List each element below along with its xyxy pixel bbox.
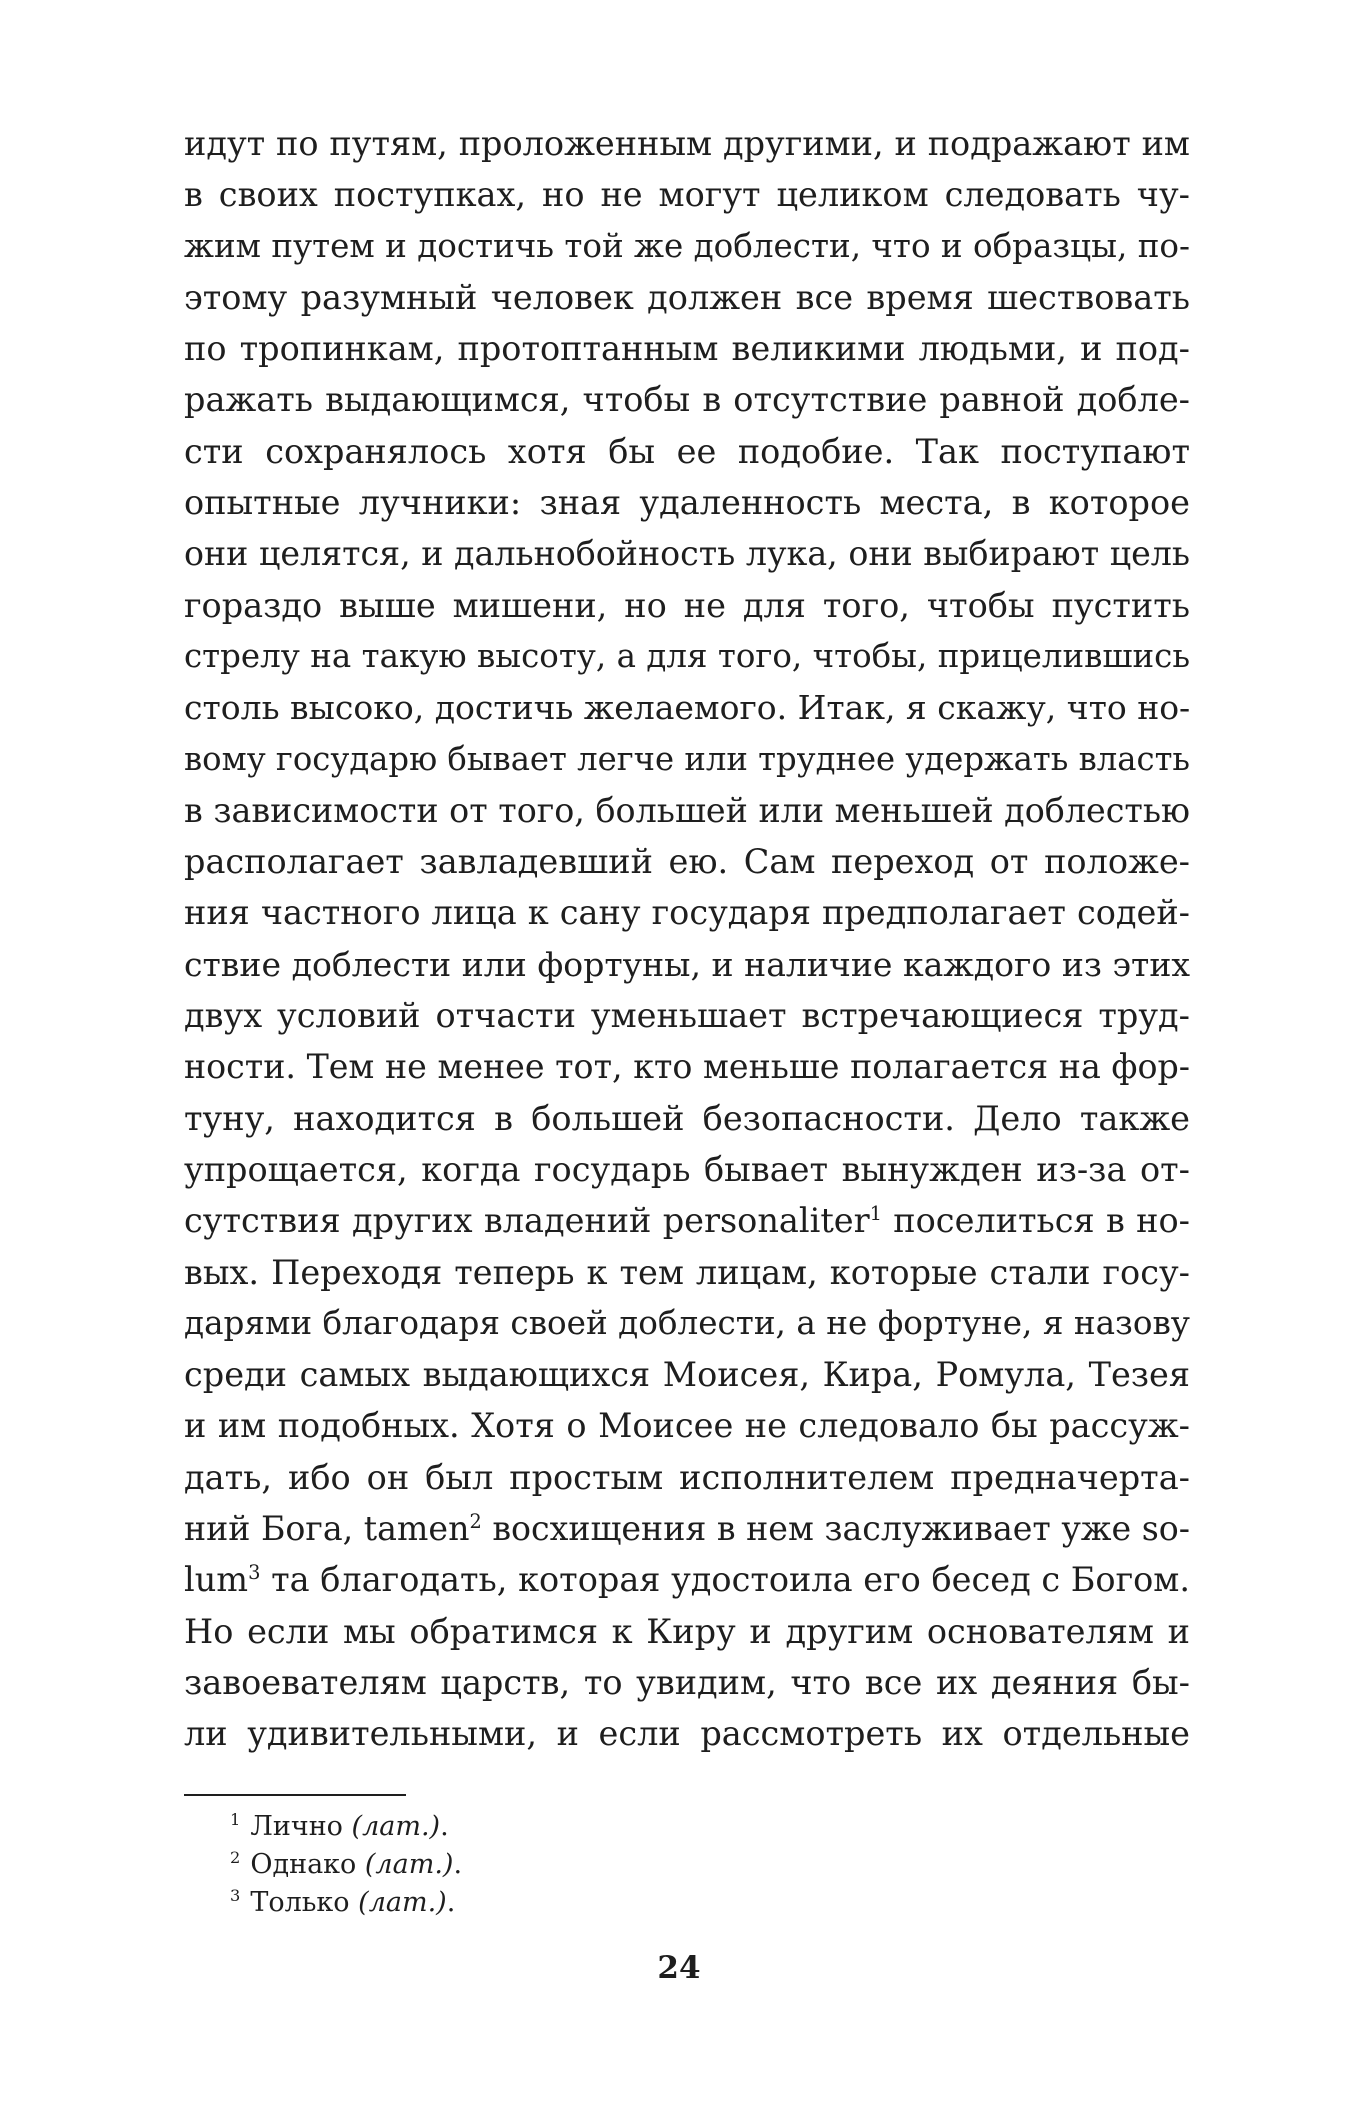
text-line: завоевателям царств, то увидим, что все их деяния бы- bbox=[184, 1662, 1190, 1702]
footnote-end: . bbox=[446, 1887, 456, 1918]
footnote-mark: 2 bbox=[230, 1848, 241, 1868]
text-line: ния частного лица к сану государя предполагает содей- bbox=[184, 893, 1190, 933]
text-line: двух условий отчасти уменьшает встречающиеся труд- bbox=[184, 996, 1190, 1036]
text-line: сти сохранялось хотя бы ее подобие. Так поступают bbox=[184, 431, 1190, 471]
footnote-reference: 3 bbox=[248, 1561, 261, 1585]
footnote-mark: 3 bbox=[230, 1886, 241, 1906]
text-line: в своих поступках, но не могут целиком следовать чу- bbox=[184, 175, 1190, 215]
text-line: и им подобных. Хотя о Моисее не следовало бы рассуж- bbox=[184, 1406, 1190, 1446]
text-segment: поселиться в но- bbox=[881, 1201, 1190, 1241]
text-line bbox=[184, 1554, 1190, 1605]
text-line: дарями благодаря своей доблести, а не фортуне, я назову bbox=[184, 1303, 1190, 1342]
text-line: гораздо выше мишени, но не для того, чтобы пустить bbox=[184, 585, 1190, 625]
text-line: этому разумный человек должен все время шествовать bbox=[184, 277, 1190, 317]
text-line: жим путем и достичь той же доблести, что и образцы, по- bbox=[184, 226, 1190, 265]
footnote-reference: 2 bbox=[469, 1510, 482, 1534]
text-segment: сутствия других владений personaliter bbox=[184, 1201, 870, 1241]
text-segment: ний Бога, tamen bbox=[184, 1509, 470, 1549]
text-line: ствие доблести или фортуны, и наличие каждого из этих bbox=[184, 944, 1190, 984]
text-line: вых. Переходя теперь к тем лицам, которые стали госу- bbox=[184, 1252, 1190, 1292]
text-line: упрощается, когда государь бывает вынужден из-за от- bbox=[184, 1149, 1190, 1189]
page-number: 24 bbox=[657, 1950, 701, 1986]
text-segment: восхищения в нем заслуживает уже so- bbox=[481, 1509, 1190, 1549]
text-line: вому государю бывает легче или труднее удержать власть bbox=[184, 739, 1190, 778]
text-line: опытные лучники: зная удаленность места, в которое bbox=[184, 483, 1190, 523]
text-line bbox=[184, 1503, 1190, 1554]
footnote-language-abbr: (лат.) bbox=[358, 1887, 447, 1918]
footnote-reference: 1 bbox=[869, 1202, 882, 1226]
footnote-divider bbox=[184, 1794, 406, 1796]
text-segment: та благодать, которая удостоила его бесед с Богом. bbox=[260, 1560, 1190, 1600]
text-line: ли удивительными, и если рассмотреть их отдельные bbox=[184, 1714, 1190, 1754]
text-line: идут по путям, проложенным другими, и подражают им bbox=[184, 124, 1190, 163]
footnote-text: Только bbox=[250, 1887, 359, 1918]
text-line: Но если мы обратимся к Киру и другим основателям и bbox=[184, 1611, 1190, 1651]
footnote-text: Однако bbox=[250, 1849, 365, 1880]
text-line: ности. Тем не менее тот, кто меньше полагается на фор- bbox=[184, 1047, 1190, 1087]
text-line: по тропинкам, протоптанным великими людьми, и под- bbox=[184, 329, 1190, 369]
footnote-text: Лично bbox=[250, 1811, 352, 1842]
footnote-language-abbr: (лат.) bbox=[351, 1811, 441, 1842]
footnote-item bbox=[230, 1808, 930, 1846]
text-line: в зависимости от того, большей или меньшей доблестью bbox=[184, 790, 1190, 830]
text-line: дать, ибо он был простым исполнителем предначерта- bbox=[184, 1457, 1190, 1497]
text-line: среди самых выдающихся Моисея, Кира, Ромула, Тезея bbox=[184, 1355, 1190, 1395]
text-line: стрелу на такую высоту, а для того, чтобы, прицелившись bbox=[184, 636, 1190, 675]
footnote-mark: 1 bbox=[230, 1810, 241, 1830]
footnote-item bbox=[230, 1884, 930, 1922]
text-segment: lum bbox=[184, 1560, 249, 1600]
text-line bbox=[184, 1195, 1190, 1246]
text-line: располагает завладевший ею. Сам переход от положе- bbox=[184, 842, 1190, 882]
text-line: ражать выдающимся, чтобы в отсутствие равной добле- bbox=[184, 380, 1190, 420]
footnote-language-abbr: (лат.) bbox=[364, 1849, 454, 1880]
footnote-end: . bbox=[453, 1849, 463, 1880]
footnotes bbox=[230, 1808, 930, 1922]
body-text bbox=[184, 118, 1190, 1760]
footnote-end: . bbox=[440, 1811, 449, 1842]
text-line: они целятся, и дальнобойность лука, они выбирают цель bbox=[184, 534, 1190, 574]
footnote-item bbox=[230, 1846, 930, 1884]
text-line: столь высоко, достичь желаемого. Итак, я скажу, что но- bbox=[184, 688, 1191, 728]
text-line: туну, находится в большей безопасности. Дело также bbox=[184, 1098, 1190, 1138]
